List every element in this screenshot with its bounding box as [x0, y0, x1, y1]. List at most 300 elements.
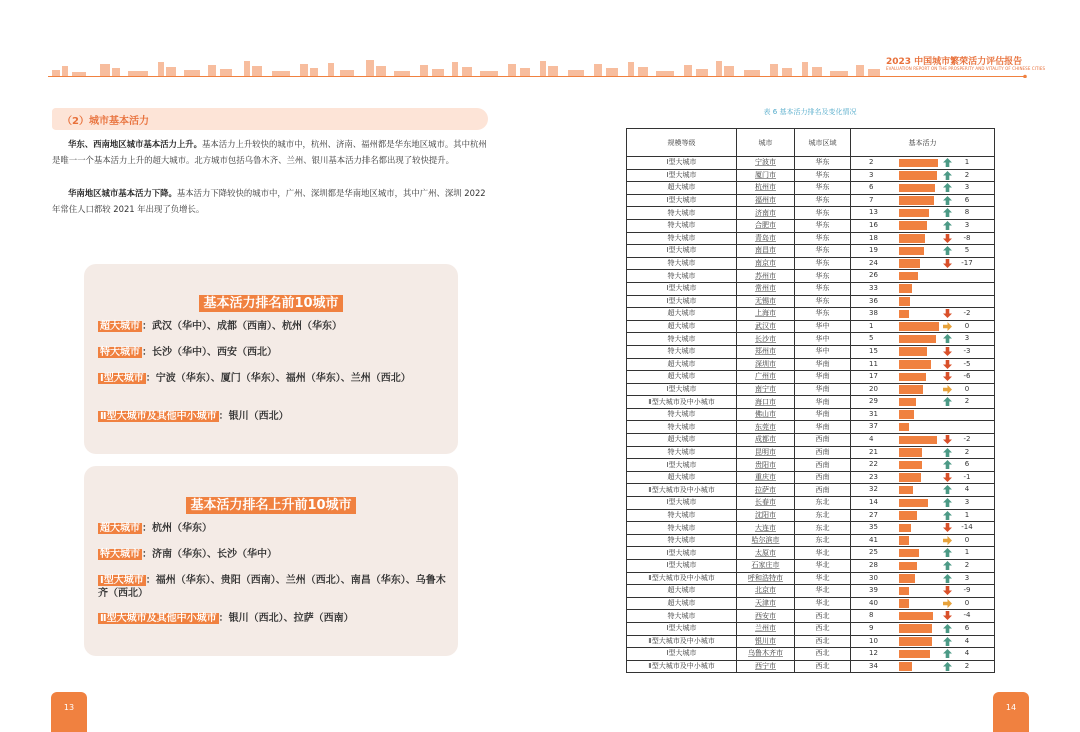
header-skyline: [48, 52, 1028, 78]
arrow-down-icon: [943, 372, 952, 381]
rank-bar: [899, 536, 909, 545]
paragraph-2-body: 基本活力下降较快的城市中，广州、深圳都是华南地区城市，其中广州、深圳 2022 年常住人口都较 2021 年出现了负增长。: [52, 188, 486, 214]
cell-scale: 超大城市: [627, 585, 737, 598]
table-row: [627, 597, 995, 610]
cell-scale: Ⅱ型大城市及中小城市: [627, 572, 737, 585]
cell-scale: 超大城市: [627, 308, 737, 321]
arrow-down-icon: [943, 611, 952, 620]
cell-city: 南京市: [737, 257, 795, 270]
arrow-up-icon: [943, 196, 952, 205]
cell-region: 华东: [795, 219, 851, 232]
rank-change: -8: [963, 233, 971, 242]
paragraph-1-lead: 华东、西南地区城市基本活力上升。: [68, 139, 202, 149]
cell-region: 西北: [795, 648, 851, 661]
rank-bar: [899, 360, 931, 369]
cell-region: 西北: [795, 622, 851, 635]
rank-value: 2: [869, 158, 874, 166]
cell-scale: 特大城市: [627, 446, 737, 459]
rank-bar: [899, 209, 929, 218]
cell-vitality: [851, 560, 995, 573]
rise10-line-type1: Ⅰ型大城市 ：福州（华东）、贵阳（西南）、兰州（西北）、南昌（华东）、乌鲁木齐（西北）: [98, 575, 446, 599]
table-row: [627, 648, 995, 661]
rank-value: 21: [869, 447, 878, 456]
arrow-right-icon: [943, 536, 952, 545]
cell-scale: 特大城市: [627, 257, 737, 270]
cell-region: 东北: [795, 497, 851, 510]
rank-value: 1: [869, 321, 874, 330]
rank-value: 10: [869, 636, 878, 645]
cell-region: 华南: [795, 383, 851, 396]
rank-value: 38: [869, 309, 878, 318]
rank-change: -14: [961, 523, 973, 532]
cell-scale: Ⅱ型大城市及中小城市: [627, 635, 737, 648]
rise10-line-type2: Ⅱ型大城市及其他中小城市 ：银川（西北）、拉萨（西南）: [100, 613, 354, 624]
cell-city: 郑州市: [737, 345, 795, 358]
cell-city: 福州市: [737, 194, 795, 207]
cell-vitality: [851, 597, 995, 610]
rank-change: -3: [963, 346, 971, 355]
rank-change: -1: [963, 472, 971, 481]
cell-region: 西北: [795, 660, 851, 673]
table-row: [627, 245, 995, 258]
rank-value: 5: [869, 334, 874, 343]
cell-city: 南昌市: [737, 245, 795, 258]
cell-region: 华中: [795, 345, 851, 358]
table-row: [627, 547, 995, 560]
arrow-down-icon: [943, 309, 952, 318]
paragraph-1-body: 基本活力上升较快的城市中，杭州、济南、福州都是华东地区城市。其中杭州是唯一一个基本活力上升的超大城市。北方城市包括乌鲁木齐、兰州、银川基本活力排名都出现了较快提升。: [52, 139, 487, 165]
rank-value: 16: [869, 220, 878, 229]
rank-value: 40: [869, 598, 878, 607]
arrow-up-icon: [943, 448, 952, 457]
top10-card-title: 基本活力排名前10城市: [84, 292, 458, 311]
rise10-line-supercity: 特大城市 ：济南（华东）、长沙（华中）: [100, 549, 277, 560]
col-header-vitality: 基本活力: [851, 129, 995, 157]
cell-region: 华东: [795, 182, 851, 195]
cell-region: 华东: [795, 245, 851, 258]
cell-scale: 特大城市: [627, 333, 737, 346]
cell-vitality: [851, 282, 995, 295]
rank-change: 3: [964, 220, 970, 229]
cell-city: 佛山市: [737, 408, 795, 421]
arrow-up-icon: [943, 498, 952, 507]
rank-bar: [899, 499, 928, 508]
cell-region: 西南: [795, 471, 851, 484]
rank-value: 39: [869, 586, 878, 595]
cell-city: 石家庄市: [737, 560, 795, 573]
table-row: [627, 232, 995, 245]
rank-value: 35: [869, 523, 878, 532]
rank-change: 0: [964, 535, 970, 544]
rank-value: 31: [869, 409, 878, 418]
arrow-up-icon: [943, 574, 952, 583]
cell-city: 南宁市: [737, 383, 795, 396]
table-row: [627, 421, 995, 434]
cell-scale: Ⅰ型大城市: [627, 157, 737, 170]
rank-value: 37: [869, 422, 878, 431]
cell-city: 厦门市: [737, 169, 795, 182]
cell-vitality: [851, 446, 995, 459]
cell-region: 华中: [795, 320, 851, 333]
rank-change: -6: [963, 372, 971, 381]
cell-vitality: [851, 257, 995, 270]
cell-vitality: [851, 169, 995, 182]
cell-city: 杭州市: [737, 182, 795, 195]
rank-value: 20: [869, 384, 878, 393]
cell-region: 华东: [795, 169, 851, 182]
rank-change: 4: [964, 485, 970, 494]
table-row: [627, 635, 995, 648]
rank-value: 7: [869, 195, 874, 204]
report-subtitle: EVALUATION REPORT ON THE PROSPERITY AND VITALITY OF CHINESE CITIES: [886, 66, 1046, 71]
table-row: [627, 207, 995, 220]
cell-scale: 特大城市: [627, 345, 737, 358]
cell-scale: 特大城市: [627, 509, 737, 522]
table-row: [627, 320, 995, 333]
rank-change: 1: [964, 548, 970, 557]
cell-vitality: [851, 509, 995, 522]
table-row: [627, 282, 995, 295]
cell-vitality: [851, 534, 995, 547]
cell-vitality: [851, 371, 995, 384]
rank-value: 24: [869, 258, 878, 267]
cell-scale: Ⅰ型大城市: [627, 295, 737, 308]
cell-city: 天津市: [737, 597, 795, 610]
page-number-right: 14: [993, 692, 1029, 732]
arrow-up-icon: [943, 624, 952, 633]
cell-scale: 超大城市: [627, 471, 737, 484]
cell-scale: Ⅰ型大城市: [627, 245, 737, 258]
rank-value: 4: [869, 435, 874, 444]
rank-value: 17: [869, 372, 878, 381]
cell-scale: Ⅱ型大城市及中小城市: [627, 396, 737, 409]
cell-region: 西南: [795, 484, 851, 497]
cell-scale: 超大城市: [627, 434, 737, 447]
cell-vitality: [851, 358, 995, 371]
arrow-up-icon: [943, 561, 952, 570]
table-row: [627, 522, 995, 535]
table-row: [627, 434, 995, 447]
rank-value: 27: [869, 510, 878, 519]
rank-value: 41: [869, 535, 878, 544]
cell-vitality: [851, 345, 995, 358]
cell-city: 深圳市: [737, 358, 795, 371]
cell-region: 华东: [795, 257, 851, 270]
rank-bar: [899, 196, 934, 205]
rank-bar: [899, 322, 939, 331]
cell-vitality: [851, 610, 995, 623]
arrow-up-icon: [943, 485, 952, 494]
rank-bar: [899, 511, 917, 520]
table-row: [627, 534, 995, 547]
arrow-up-icon: [943, 662, 952, 671]
rank-bar: [899, 247, 924, 256]
rank-bar: [899, 184, 935, 193]
cell-region: 华东: [795, 194, 851, 207]
cell-city: 宁波市: [737, 157, 795, 170]
rank-change: 4: [964, 649, 970, 658]
rank-bar: [899, 473, 921, 482]
rank-change: 1: [964, 158, 970, 166]
arrow-right-icon: [943, 385, 952, 394]
cell-region: 华东: [795, 157, 851, 170]
cell-scale: 超大城市: [627, 182, 737, 195]
cell-city: 乌鲁木齐市: [737, 648, 795, 661]
cell-vitality: [851, 182, 995, 195]
rank-change: 3: [964, 183, 970, 192]
cell-scale: 特大城市: [627, 219, 737, 232]
col-header-city: 城市: [737, 129, 795, 157]
arrow-up-icon: [943, 246, 952, 255]
table-row: [627, 383, 995, 396]
table-row: [627, 560, 995, 573]
cell-scale: Ⅰ型大城市: [627, 560, 737, 573]
table-caption: 表 6 基本活力排名及变化情况: [763, 108, 857, 116]
rank-value: 3: [869, 170, 874, 179]
rank-bar: [899, 410, 914, 419]
cell-vitality: [851, 320, 995, 333]
cell-region: 西北: [795, 635, 851, 648]
rank-change: 2: [964, 661, 970, 670]
rank-bar: [899, 650, 930, 659]
rank-value: 25: [869, 548, 878, 557]
rank-bar: [899, 624, 932, 633]
cell-vitality: [851, 660, 995, 673]
section-heading: [52, 108, 488, 130]
cell-region: 东北: [795, 534, 851, 547]
arrow-up-icon: [943, 511, 952, 520]
cell-city: 长沙市: [737, 333, 795, 346]
cell-region: 西南: [795, 459, 851, 472]
table-row: [627, 446, 995, 459]
cell-region: 华北: [795, 597, 851, 610]
cell-city: 长春市: [737, 497, 795, 510]
cell-scale: Ⅰ型大城市: [627, 459, 737, 472]
cell-city: 太原市: [737, 547, 795, 560]
cell-city: 苏州市: [737, 270, 795, 283]
rank-bar: [899, 549, 919, 558]
cell-vitality: [851, 194, 995, 207]
cell-scale: 特大城市: [627, 270, 737, 283]
rank-bar: [899, 347, 927, 356]
arrow-right-icon: [943, 322, 952, 331]
rank-change: 3: [964, 498, 970, 507]
rank-value: 32: [869, 485, 878, 494]
cell-vitality: [851, 232, 995, 245]
rank-change: -2: [963, 309, 971, 318]
cell-region: 华南: [795, 371, 851, 384]
arrow-up-icon: [943, 158, 952, 167]
rise10-card-title: 基本活力排名上升前10城市: [84, 494, 458, 513]
table-row: [627, 471, 995, 484]
rank-bar: [899, 159, 938, 168]
cell-vitality: [851, 383, 995, 396]
rank-bar: [899, 574, 915, 583]
cell-region: 华东: [795, 207, 851, 220]
rank-value: 18: [869, 233, 878, 242]
rank-bar: [899, 461, 922, 470]
cell-city: 常州市: [737, 282, 795, 295]
top10-line-type1: Ⅰ型大城市 ：宁波（华东）、厦门（华东）、福州（华东）、兰州（西北）: [100, 373, 411, 384]
rank-bar: [899, 335, 936, 344]
cell-region: 华东: [795, 232, 851, 245]
rank-bar: [899, 310, 909, 319]
arrow-up-icon: [943, 171, 952, 180]
rank-bar: [899, 587, 909, 596]
arrow-down-icon: [943, 360, 952, 369]
table-row: [627, 484, 995, 497]
cell-scale: Ⅰ型大城市: [627, 648, 737, 661]
cell-city: 无锡市: [737, 295, 795, 308]
arrow-up-icon: [943, 649, 952, 658]
cell-city: 西宁市: [737, 660, 795, 673]
table-row: [627, 169, 995, 182]
cell-city: 济南市: [737, 207, 795, 220]
cell-scale: Ⅰ型大城市: [627, 282, 737, 295]
rank-bar: [899, 524, 911, 533]
top10-card: [84, 264, 458, 454]
table-row: [627, 509, 995, 522]
paragraph-2-lead: 华南地区城市基本活力下降。: [68, 188, 177, 198]
rank-change: 2: [964, 397, 970, 406]
cell-scale: Ⅰ型大城市: [627, 497, 737, 510]
cell-region: 华南: [795, 408, 851, 421]
rank-bar: [899, 486, 913, 495]
rank-value: 19: [869, 246, 878, 255]
arrow-down-icon: [943, 259, 952, 268]
rank-bar: [899, 234, 925, 243]
cell-city: 广州市: [737, 371, 795, 384]
cell-city: 西安市: [737, 610, 795, 623]
arrow-up-icon: [943, 221, 952, 230]
rank-change: 2: [964, 447, 970, 456]
vitality-table: [626, 128, 995, 673]
cell-scale: 特大城市: [627, 207, 737, 220]
rank-value: 13: [869, 208, 878, 217]
rank-value: 12: [869, 649, 878, 658]
rank-change: -2: [963, 435, 971, 444]
arrow-up-icon: [943, 183, 952, 192]
cell-vitality: [851, 459, 995, 472]
cell-region: 华南: [795, 358, 851, 371]
rank-value: 28: [869, 561, 878, 569]
rank-value: 9: [869, 623, 874, 632]
table-row: [627, 219, 995, 232]
paragraph-2: [52, 186, 490, 217]
cell-region: 华东: [795, 270, 851, 283]
table-row: [627, 622, 995, 635]
cell-vitality: [851, 572, 995, 585]
cell-city: 大连市: [737, 522, 795, 535]
cell-city: 合肥市: [737, 219, 795, 232]
rise10-line-megacity: 超大城市 ：杭州（华东）: [100, 523, 212, 534]
cell-scale: Ⅰ型大城市: [627, 194, 737, 207]
rank-change: 2: [964, 170, 970, 179]
top10-line-type2: Ⅱ型大城市及其他中小城市 ：银川（西北）: [100, 411, 289, 422]
rank-change: 6: [964, 623, 970, 632]
rank-bar: [899, 637, 932, 646]
cell-region: 东北: [795, 509, 851, 522]
table-row: [627, 408, 995, 421]
table-row: [627, 157, 995, 170]
rank-bar: [899, 599, 909, 608]
rank-bar: [899, 272, 918, 281]
table-row: [627, 497, 995, 510]
cell-vitality: [851, 585, 995, 598]
table-row: [627, 572, 995, 585]
cell-vitality: [851, 434, 995, 447]
top10-line-supercity: 特大城市 ：长沙（华中）、西安（西北）: [100, 347, 277, 358]
rank-value: 22: [869, 460, 878, 469]
cell-city: 青岛市: [737, 232, 795, 245]
cell-scale: 特大城市: [627, 610, 737, 623]
rank-value: 33: [869, 283, 878, 292]
cell-scale: Ⅰ型大城市: [627, 169, 737, 182]
cell-vitality: [851, 207, 995, 220]
cell-region: 华南: [795, 396, 851, 409]
cell-city: 沈阳市: [737, 509, 795, 522]
cell-scale: 超大城市: [627, 358, 737, 371]
cell-city: 成都市: [737, 434, 795, 447]
cell-vitality: [851, 547, 995, 560]
cell-region: 西南: [795, 434, 851, 447]
rank-change: 2: [964, 561, 970, 569]
cell-vitality: [851, 648, 995, 661]
rank-change: -9: [963, 586, 971, 595]
arrow-down-icon: [943, 586, 952, 595]
rank-change: -4: [963, 611, 971, 620]
paragraph-1: [52, 137, 490, 168]
cell-vitality: [851, 396, 995, 409]
arrow-down-icon: [943, 234, 952, 243]
cell-city: 兰州市: [737, 622, 795, 635]
cell-region: 华中: [795, 333, 851, 346]
cell-scale: Ⅰ型大城市: [627, 622, 737, 635]
cell-vitality: [851, 333, 995, 346]
cell-vitality: [851, 484, 995, 497]
table-header-row: [627, 129, 995, 157]
cell-scale: 超大城市: [627, 320, 737, 333]
rank-bar: [899, 662, 912, 671]
cell-vitality: [851, 219, 995, 232]
cell-region: 西南: [795, 446, 851, 459]
cell-city: 昆明市: [737, 446, 795, 459]
cell-scale: 特大城市: [627, 534, 737, 547]
rank-change: -17: [961, 258, 973, 267]
cell-city: 呼和浩特市: [737, 572, 795, 585]
rank-change: 6: [964, 195, 970, 204]
rank-bar: [899, 448, 922, 457]
rank-value: 6: [869, 183, 874, 192]
table-row: [627, 396, 995, 409]
rank-bar: [899, 373, 926, 382]
arrow-up-icon: [943, 334, 952, 343]
cell-region: 华北: [795, 572, 851, 585]
col-header-region: 城市区域: [795, 129, 851, 157]
table-row: [627, 308, 995, 321]
cell-vitality: [851, 497, 995, 510]
col-header-scale: 规模等级: [627, 129, 737, 157]
rank-value: 15: [869, 346, 878, 355]
cell-region: 华北: [795, 560, 851, 573]
cell-vitality: [851, 270, 995, 283]
cell-vitality: [851, 421, 995, 434]
rank-change: 0: [964, 598, 970, 607]
rank-value: 11: [869, 359, 878, 368]
rank-bar: [899, 284, 912, 293]
cell-scale: 超大城市: [627, 597, 737, 610]
arrow-up-icon: [943, 460, 952, 469]
